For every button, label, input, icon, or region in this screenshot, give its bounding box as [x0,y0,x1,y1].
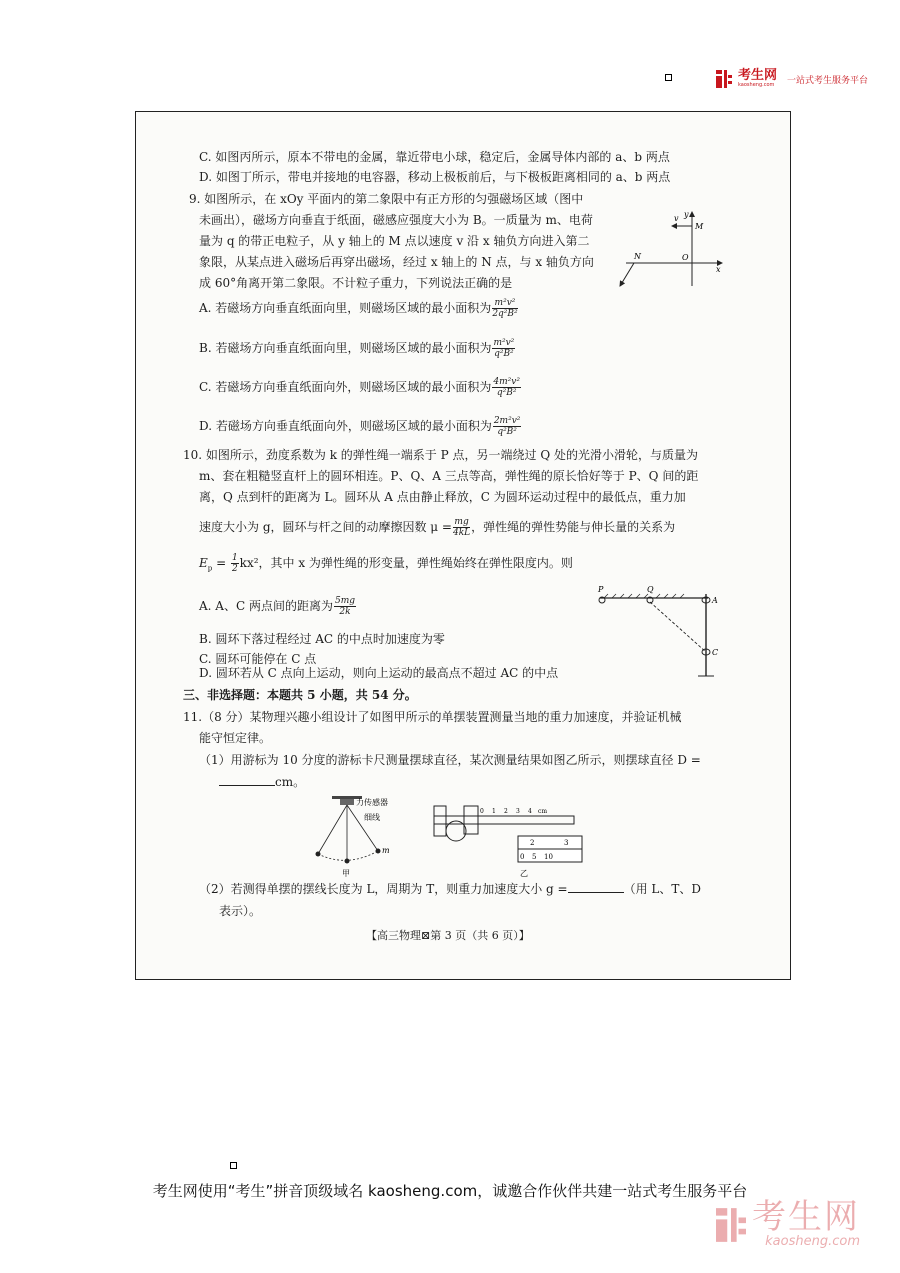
caliper-main-tick-1: 1 [492,808,496,815]
q11-line-3: （1）用游标为 10 分度的游标卡尺测量摆球直径，某次测量结果如图乙所示，则摆球直径 D = [199,753,701,767]
q9-line-5: 成 60°角离开第二象限。不计粒子重力，下列说法正确的是 [199,276,513,290]
fig9-label-x: x [716,265,721,274]
caliper-main-tick-0: 0 [480,808,484,815]
kaosheng-logo-icon [716,70,732,88]
q10-line-5: $E_p$ = $\frac{1}{2}$ kx²，其中 x 为弹性绳的形变量，弹性绳始终在弹性限度内。则 [199,553,573,574]
fig9-label-o: O [682,253,689,262]
fig9-label-y: y [684,210,689,219]
fig11-label-string: 细线 [364,813,380,822]
caliper-zoom-top-3: 3 [564,839,569,847]
marker-square-bottom [230,1162,237,1169]
section-3-title: 三、非选择题：本题共 5 小题，共 54 分。 [183,688,417,702]
q10-line-4: 速度大小为 g，圆环与杆之间的动摩擦因数 μ = $\frac{mg}{4kL}$ ，弹性绳的弹性势能与伸长量的关系为 [199,517,676,538]
fig10-label-q: Q [647,585,654,594]
q10-option-b: B. 圆环下落过程经过 AC 的中点时加速度为零 [199,632,445,646]
q10-figure [594,584,724,684]
q9-a-fraction: $\frac{\text{m²v²}}{\text{2q²B²}}$ [492,298,518,319]
q9-option-b: B. 若磁场方向垂直纸面向里，则磁场区域的最小面积为 $\frac{\text{m²v²}}{\text{q²B²}}$ [199,338,515,359]
fig11-label-sensor: 力传感器 [356,798,388,807]
q9-d-fraction: $\frac{\text{2m²v²}}{\text{q²B²}}$ [493,416,521,437]
q9-line-1: 9. 如图所示，在 xOy 平面内的第二象限中有正方形的匀强磁场区域（图中 [189,192,584,206]
caliper-main-tick-3: 3 [516,808,520,815]
q9-b-fraction: $\frac{\text{m²v²}}{\text{q²B²}}$ [493,338,515,359]
caliper-main-tick-4: 4 [528,808,532,815]
q11-line-4: cm。 [219,775,305,790]
site-footer-text: 考生网使用“考生”拼音顶级域名 kaosheng.com，诚邀合作伙伴共建一站式考生服务平台 [152,1182,748,1200]
q10-line-1: 10. 如图所示，劲度系数为 k 的弹性绳一端系于 P 点，另一端绕过 Q 处的光滑小滑轮，与质量为 [183,448,698,462]
watermark-title: 考生网 [752,1197,860,1237]
q10-option-c: C. 圆环可能停在 C 点 [199,652,317,666]
q11-part2-line: （2）若测得单摆的摆线长度为 L，周期为 T，则重力加速度大小 g = （用 L、T、D [199,882,702,896]
watermark-domain: kaosheng.com [765,1234,860,1249]
header-logo[interactable] [716,70,868,88]
caliper-zoom-bottom-0: 0 [520,853,525,861]
q9-figure [614,208,726,288]
fig11-label-jia: 甲 [342,869,350,878]
caliper-main-tick-2: 2 [504,808,508,815]
caliper-zoom-top-2: 2 [530,839,535,847]
fig9-label-m: M [695,222,704,231]
watermark-logo-icon [716,1207,746,1243]
fig10-label-a: A [712,596,718,605]
marker-square-top [665,74,672,81]
q10-mu-fraction: $\frac{mg}{4kL}$ [452,517,471,538]
fig9-label-n: N [634,252,641,261]
q11-part2-line-2: 表示）。 [219,904,262,918]
q9-option-d: D. 若磁场方向垂直纸面向外，则磁场区域的最小面积为 $\frac{\text{2m²v²}}{\text{q²B²}}$ [199,416,521,437]
q9-line-2: 未画出），磁场方向垂直于纸面，磁感应强度大小为 B。一质量为 m、电荷 [199,213,593,227]
q10-option-a: A. A、C 两点间的距离为 $\frac{5mg}{2k}$ [199,596,355,617]
q9-c-fraction: $\frac{\text{4m²v²}}{\text{q²B²}}$ [493,377,520,398]
q11-line-1: 11.（8 分）某物理兴趣小组设计了如图甲所示的单摆装置测量当地的重力加速度，并验证机械 [183,710,682,724]
exam-page-scan [135,111,791,980]
answer-blank-d[interactable] [219,775,275,786]
caliper-zoom-bottom-5: 5 [532,853,537,861]
answer-blank-g[interactable] [568,882,624,893]
q11-line-2: 能守恒定律。 [199,731,272,745]
q9-line-4: 象限，从某点进入磁场后再穿出磁场，经过 x 轴上的 N 点，与 x 轴负方向 [199,255,594,269]
q9-option-a: A. 若磁场方向垂直纸面向里，则磁场区域的最小面积为 $\frac{\text{m²v²}}{\text{2q²B²}}$ [199,298,518,319]
q9-line-3: 量为 q 的带正电粒子，从 y 轴上的 M 点以速度 v 沿 x 轴负方向进入第二 [199,234,590,248]
fig9-label-v: v [674,214,679,223]
fig10-label-c: C [712,648,719,657]
q8-option-c: C. 如图丙所示，原本不带电的金属，靠近带电小球，稳定后，金属导体内部的 a、b 两点 [199,150,670,164]
q10-line-2: m、套在粗糙竖直杆上的圆环相连。P、Q、A 三点等高，弹性绳的原长恰好等于 P、Q 间的距 [199,469,699,483]
caliper-unit: cm [538,808,548,815]
q8-option-d: D. 如图丁所示，带电并接地的电容器，移动上极板前后，与下极板距离相同的 a、b 两点 [199,170,671,184]
logo-domain: kaosheng.com [738,82,775,88]
q10-line-3: 离，Q 点到杆的距离为 L。圆环从 A 点由静止释放，C 为圆环运动过程中的最低点，重力加 [199,490,686,504]
fig10-label-p: P [598,585,604,594]
q10-a-fraction: $\frac{5mg}{2k}$ [334,596,355,617]
fig11-label-yi: 乙 [520,869,528,878]
logo-title: 考生网 [738,68,778,83]
q10-option-d: D. 圆环若从 C 点向上运动，则向上运动的最高点不超过 AC 的中点 [199,666,559,680]
caliper-zoom-bottom-10: 10 [544,853,553,861]
q11-figures [306,796,626,878]
q10-half-fraction: $\frac{1}{2}$ [231,553,238,574]
logo-slogan: 一站式考生服务平台 [787,75,869,86]
q9-option-c: C. 若磁场方向垂直纸面向外，则磁场区域的最小面积为 $\frac{\text{4m²v²}}{\text{q²B²}}$ [199,377,520,398]
page-number-footer: 【高三物理⊠第 3 页（共 6 页）】 [366,929,530,942]
kaosheng-watermark [716,1197,860,1249]
fig11-label-m: m [382,846,390,855]
